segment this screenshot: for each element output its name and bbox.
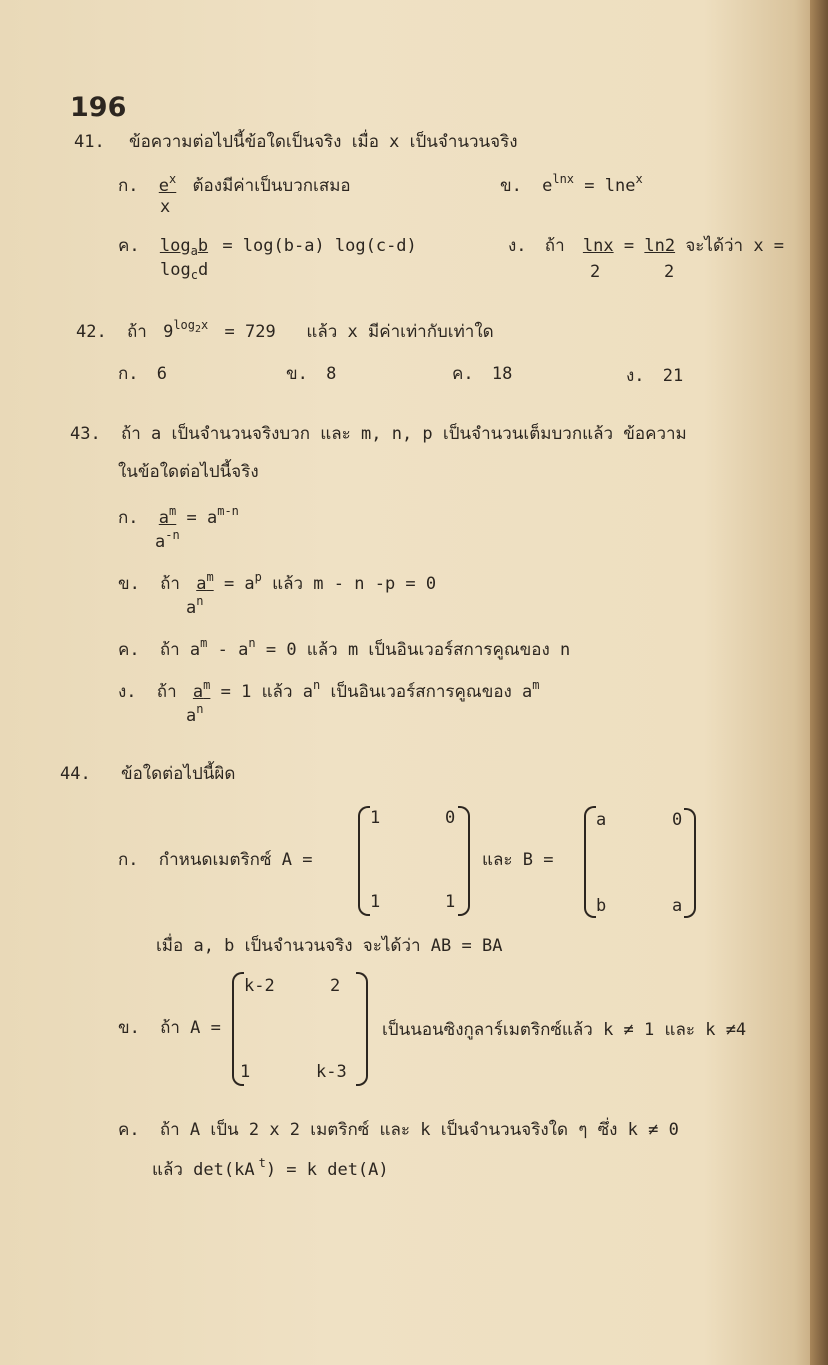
choice-text: เป็นอินเวอร์สการคูณของ a [330, 682, 533, 702]
choice-label: ข. [118, 1018, 140, 1038]
math-base: e [542, 176, 553, 196]
fraction-numerator: ln2 [644, 236, 676, 256]
matrix-cell: 0 [445, 808, 456, 828]
page-edge-shadow [810, 0, 828, 1365]
choice-label: ก. [118, 176, 139, 196]
math-text: x [201, 318, 209, 332]
math-text: log [159, 236, 191, 256]
q42-stem-line [76, 318, 494, 345]
math-exponent: m [200, 636, 208, 650]
question-stem: = 729 แล้ว x มีค่าเท่ากับเท่าใด [224, 322, 494, 342]
q42-choice-d [626, 366, 683, 386]
choice-label: ข. [118, 574, 140, 594]
fraction-denominator [160, 260, 208, 281]
math-text: log [160, 260, 191, 280]
fraction-denominator [186, 594, 204, 619]
q42-choice-c [452, 364, 512, 384]
q44-choice-c [118, 1120, 679, 1140]
math-base: e [158, 176, 170, 196]
math-base: = a [186, 508, 218, 528]
math-exponent [173, 318, 209, 335]
choice-label: ข. [286, 364, 308, 384]
math-exponent: n [196, 594, 204, 608]
q41-stem-line [74, 132, 518, 152]
q44-choice-b [118, 1018, 221, 1038]
choice-text: จะได้ว่า x = [685, 236, 785, 256]
matrix-cell: 1 [370, 892, 381, 912]
math-exponent: n [312, 678, 321, 692]
matrix-cell: k-3 [316, 1062, 347, 1082]
matrix-cell: a [596, 810, 607, 830]
choice-text: ถ้า A เป็น 2 x 2 เมตริกซ์ และ k เป็นจำนวนจริงใด ๆ ซึ่ง k ≠ 0 [159, 1120, 679, 1140]
fraction-numerator [160, 236, 208, 256]
question-number: 43. [70, 424, 101, 444]
math-base: a [186, 598, 197, 618]
choice-text: - a [217, 640, 249, 660]
q44-stem-line [60, 764, 235, 784]
math-exponent: -n [165, 528, 180, 542]
question-number: 41. [74, 132, 105, 152]
math-text: log [173, 318, 195, 332]
matrix-cell: 1 [445, 892, 456, 912]
matrix-bracket-right [356, 972, 368, 1086]
q43-stem-line [70, 424, 687, 444]
q43-choice-c [118, 636, 571, 661]
math-exponent: p [254, 570, 262, 584]
math-exponent: m-n [217, 504, 239, 518]
q43-choice-b [118, 570, 437, 595]
choice-text: ถ้า a [159, 640, 201, 660]
math-text: d [197, 260, 209, 280]
choice-text: ถ้า [160, 574, 180, 594]
choice-label: ค. [118, 1120, 140, 1140]
fraction-denominator: 2 [590, 262, 601, 282]
math-exponent: m [169, 504, 177, 518]
math-exponent: m [532, 678, 540, 692]
q41-choice-d [508, 236, 784, 256]
choice-label: ข. [500, 176, 522, 196]
matrix-cell: 1 [240, 1062, 251, 1082]
math-base: = a [223, 574, 255, 594]
fraction-numerator [158, 172, 177, 196]
q41-choice-b [500, 172, 643, 197]
choice-text: ต้องมีค่าเป็นบวกเสมอ [192, 176, 351, 196]
question-stem: ข้อใดต่อไปนี้ผิด [120, 764, 236, 784]
choice-label: ค. [452, 364, 474, 384]
math-base: a [155, 532, 166, 552]
choice-text: กำหนดเมตริกซ์ A = [158, 850, 313, 870]
math-subscript: c [190, 268, 198, 282]
matrix-cell: 2 [330, 976, 341, 996]
choice-label: ง. [118, 682, 137, 702]
choice-text: ) = k det(A) [265, 1160, 389, 1180]
fraction-denominator: 2 [664, 262, 675, 282]
math-exponent: x [169, 172, 177, 186]
choice-label: ก. [118, 850, 139, 870]
q41-choice-a [118, 172, 351, 197]
fraction-denominator [186, 702, 204, 727]
fraction-denominator [155, 528, 180, 553]
math-base: a [158, 508, 170, 528]
matrix-bracket-left [358, 806, 370, 916]
math-base: a [196, 574, 207, 594]
choice-text: แล้ว det(kA [152, 1160, 255, 1180]
fraction-denominator: x [160, 197, 171, 217]
choice-text: = 0 แล้ว m เป็นอินเวอร์สการคูณของ n [265, 640, 571, 660]
choice-value: 21 [662, 366, 684, 386]
equals-sign: = [584, 176, 595, 196]
matrix-cell: k-2 [244, 976, 275, 996]
math-base: a [192, 682, 204, 702]
math-exponent: lnx [552, 172, 575, 186]
choice-text: ถ้า A = [160, 1018, 221, 1038]
choice-value: 8 [326, 364, 337, 384]
math-base: 9 [163, 322, 174, 342]
question-stem: ถ้า a เป็นจำนวนจริงบวก และ m, n, p เป็นจำนวนเต็มบวกแล้ว ข้อความ [120, 424, 687, 444]
q44-choice-a [118, 850, 312, 870]
math-subscript: 2 [195, 324, 202, 335]
matrix-bracket-left [584, 806, 596, 918]
choice-label: ง. [508, 236, 527, 256]
math-exponent: t [258, 1156, 266, 1170]
math-text: b [197, 236, 209, 256]
choice-value: 6 [156, 364, 168, 384]
choice-label: ก. [118, 364, 139, 384]
fraction-numerator [196, 570, 214, 594]
choice-text: ถ้า [544, 236, 565, 256]
choice-text: และ B = [482, 850, 554, 870]
math-subscript: a [190, 244, 198, 258]
choice-text: แล้ว m - n -p = 0 [272, 574, 437, 594]
matrix-bracket-right [684, 808, 696, 918]
q43-choice-d [118, 678, 540, 703]
page-number: 196 [70, 92, 127, 123]
choice-text: เป็นนอนซิงกูลาร์เมตริกซ์แล้ว k ≠ 1 และ k ≠4 [382, 1020, 747, 1040]
math-exponent: m [203, 678, 211, 692]
matrix-cell: 1 [370, 808, 381, 828]
choice-label: ค. [118, 236, 140, 256]
choice-condition: เมื่อ a, b เป็นจำนวนจริง จะได้ว่า AB = BA [156, 936, 503, 956]
choice-label: ง. [626, 366, 645, 386]
math-base: = 1 แล้ว a [220, 682, 313, 702]
choice-label: ค. [118, 640, 140, 660]
math-exponent: x [635, 172, 643, 186]
q42-choice-b [286, 364, 336, 384]
choice-label: ก. [118, 508, 139, 528]
choice-value: 18 [491, 364, 513, 384]
q43-choice-a [118, 504, 239, 529]
question-stem: ถ้า [126, 322, 147, 342]
q43-stem-line-2: ในข้อใดต่อไปนี้จริง [118, 462, 259, 482]
q42-choice-a [118, 364, 167, 384]
matrix-cell: a [672, 896, 683, 916]
math-base: a [186, 706, 197, 726]
question-number: 42. [76, 322, 107, 342]
math-exponent: n [248, 636, 256, 650]
math-exponent: n [196, 702, 204, 716]
fraction-numerator [158, 504, 177, 528]
choice-text: ถ้า [156, 682, 177, 702]
math-expression: = log(b-a) log(c-d) [222, 236, 417, 256]
fraction-numerator: lnx [582, 236, 614, 256]
question-number: 44. [60, 764, 91, 784]
q41-choice-c [118, 236, 417, 257]
question-stem: ข้อความต่อไปนี้ข้อใดเป็นจริง เมื่อ x เป็นจำนวนจริง [128, 132, 518, 152]
fraction-numerator [192, 678, 211, 702]
math-exponent: m [206, 570, 214, 584]
equals-sign: = [623, 236, 635, 256]
q44-choice-c-line2 [152, 1156, 389, 1181]
math-base: lne [604, 176, 636, 196]
matrix-bracket-right [458, 806, 470, 916]
matrix-cell: 0 [672, 810, 683, 830]
matrix-cell: b [596, 896, 607, 916]
